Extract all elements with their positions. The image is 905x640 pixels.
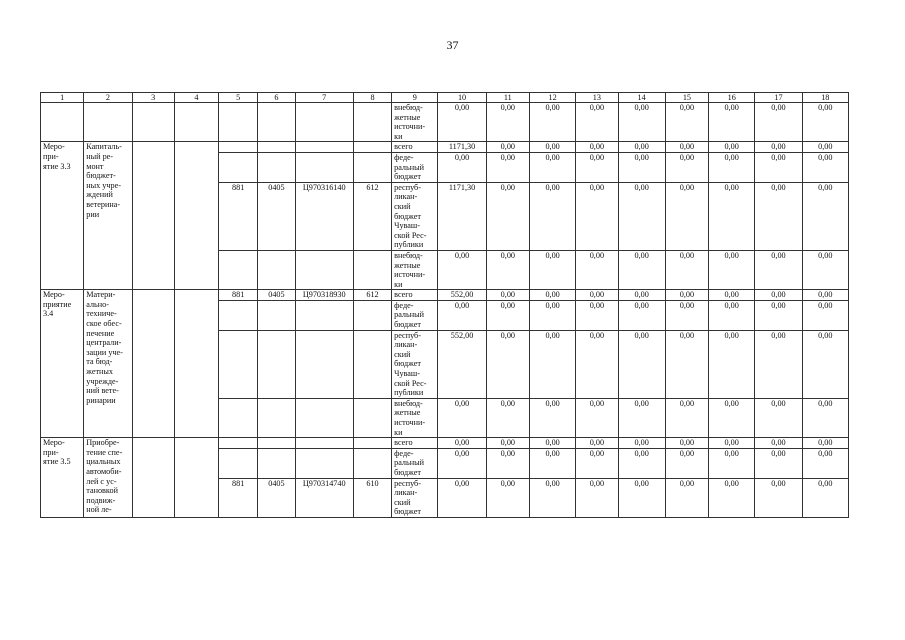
- page-number: 37: [446, 38, 459, 52]
- amount-cell: 0,00: [529, 290, 575, 301]
- expense-type-cell: [353, 448, 391, 478]
- amount-cell: 0,00: [755, 182, 802, 250]
- expense-type-cell: [353, 398, 391, 437]
- empty-cell: [132, 290, 174, 438]
- column-number: 3: [132, 93, 174, 103]
- target-article-cell: [295, 152, 353, 182]
- expense-type-cell: [353, 300, 391, 330]
- target-article-cell: [295, 448, 353, 478]
- amount-cell: 0,00: [438, 478, 486, 517]
- empty-cell: [84, 103, 132, 142]
- amount-cell: 0,00: [665, 103, 708, 142]
- empty-cell: [174, 142, 218, 290]
- amount-cell: 0,00: [802, 438, 848, 449]
- amount-cell: 0,00: [618, 182, 665, 250]
- funding-source-cell: феде- ральный бюджет: [392, 300, 438, 330]
- amount-cell: 0,00: [529, 300, 575, 330]
- amount-cell: 0,00: [576, 152, 618, 182]
- amount-cell: 0,00: [802, 103, 848, 142]
- funding-source-cell: феде- ральный бюджет: [392, 152, 438, 182]
- amount-cell: 0,00: [709, 142, 755, 153]
- column-number-row: [41, 93, 849, 103]
- section-code-cell: [258, 448, 295, 478]
- empty-cell: [132, 438, 174, 518]
- amount-cell: 0,00: [709, 448, 755, 478]
- column-number: 14: [618, 93, 665, 103]
- column-number: 5: [219, 93, 258, 103]
- measure-label-cell: Меро- при- ятие 3.5: [41, 438, 84, 518]
- amount-cell: 0,00: [665, 300, 708, 330]
- amount-cell: 0,00: [755, 142, 802, 153]
- amount-cell: 0,00: [802, 290, 848, 301]
- column-number: 12: [529, 93, 575, 103]
- section-code-cell: 0405: [258, 290, 295, 301]
- amount-cell: 0,00: [802, 448, 848, 478]
- admin-code-cell: [219, 438, 258, 449]
- amount-cell: 0,00: [665, 330, 708, 398]
- funding-source-cell: респуб- ликан- ский бюджет Чуваш- ской Рес- публики: [392, 182, 438, 250]
- measure-name-cell: Капиталь- ный ре- монт бюджет- ных учре- ждений ветерина- рии: [84, 142, 132, 290]
- amount-cell: 1171,30: [438, 182, 486, 250]
- amount-cell: 0,00: [665, 290, 708, 301]
- amount-cell: 0,00: [709, 103, 755, 142]
- section-code-cell: 0405: [258, 182, 295, 250]
- funding-source-cell: респуб- ликан- ский бюджет Чуваш- ской Рес- публики: [392, 330, 438, 398]
- amount-cell: 0,00: [486, 330, 529, 398]
- amount-cell: 0,00: [709, 250, 755, 289]
- target-article-cell: Ц970314740: [295, 478, 353, 517]
- amount-cell: 0,00: [576, 448, 618, 478]
- amount-cell: 0,00: [529, 330, 575, 398]
- table-row: [41, 142, 849, 153]
- amount-cell: 0,00: [755, 438, 802, 449]
- amount-cell: 0,00: [802, 300, 848, 330]
- funding-source-cell: всего: [392, 438, 438, 449]
- amount-cell: 0,00: [755, 478, 802, 517]
- empty-cell: [174, 103, 218, 142]
- amount-cell: 0,00: [802, 142, 848, 153]
- amount-cell: 0,00: [438, 250, 486, 289]
- amount-cell: 0,00: [618, 398, 665, 437]
- empty-cell: [174, 290, 218, 438]
- column-number: 2: [84, 93, 132, 103]
- amount-cell: 0,00: [618, 300, 665, 330]
- amount-cell: 0,00: [486, 478, 529, 517]
- target-article-cell: [295, 250, 353, 289]
- amount-cell: 0,00: [618, 438, 665, 449]
- amount-cell: 0,00: [576, 182, 618, 250]
- section-code-cell: [258, 250, 295, 289]
- amount-cell: 0,00: [576, 290, 618, 301]
- amount-cell: 0,00: [486, 250, 529, 289]
- amount-cell: 1171,30: [438, 142, 486, 153]
- amount-cell: 0,00: [709, 398, 755, 437]
- target-article-cell: [295, 142, 353, 153]
- column-number: 1: [41, 93, 84, 103]
- amount-cell: 0,00: [755, 103, 802, 142]
- amount-cell: 0,00: [486, 398, 529, 437]
- expense-type-cell: [353, 330, 391, 398]
- amount-cell: 0,00: [709, 182, 755, 250]
- funding-source-cell: внебюд- жетные источни- ки: [392, 103, 438, 142]
- amount-cell: 0,00: [576, 142, 618, 153]
- admin-code-cell: [219, 398, 258, 437]
- amount-cell: 0,00: [665, 182, 708, 250]
- expense-type-cell: [353, 250, 391, 289]
- amount-cell: 0,00: [802, 330, 848, 398]
- amount-cell: 0,00: [755, 290, 802, 301]
- amount-cell: 0,00: [529, 448, 575, 478]
- amount-cell: 0,00: [438, 300, 486, 330]
- column-number: 13: [576, 93, 618, 103]
- amount-cell: 0,00: [709, 300, 755, 330]
- empty-cell: [41, 103, 84, 142]
- funding-source-cell: внебюд- жетные источни- ки: [392, 398, 438, 437]
- measure-name-cell: Приобре- тение спе- циальных автомоби- лей с ус- тановкой подвиж- ной ле-: [84, 438, 132, 518]
- expense-type-cell: [353, 152, 391, 182]
- section-code-cell: [258, 152, 295, 182]
- funding-source-cell: внебюд- жетные источни- ки: [392, 250, 438, 289]
- funding-source-cell: всего: [392, 290, 438, 301]
- column-number: 10: [438, 93, 486, 103]
- amount-cell: 0,00: [618, 478, 665, 517]
- amount-cell: 0,00: [486, 103, 529, 142]
- amount-cell: 0,00: [576, 438, 618, 449]
- amount-cell: 0,00: [576, 103, 618, 142]
- column-number: 17: [755, 93, 802, 103]
- admin-code-cell: [219, 448, 258, 478]
- section-code-cell: [258, 398, 295, 437]
- section-code-cell: [258, 300, 295, 330]
- target-article-cell: [295, 438, 353, 449]
- amount-cell: 0,00: [665, 398, 708, 437]
- column-number: 7: [295, 93, 353, 103]
- amount-cell: 0,00: [802, 398, 848, 437]
- admin-code-cell: [219, 152, 258, 182]
- column-number: 16: [709, 93, 755, 103]
- amount-cell: 0,00: [709, 330, 755, 398]
- amount-cell: 0,00: [486, 182, 529, 250]
- amount-cell: 0,00: [529, 250, 575, 289]
- amount-cell: 0,00: [709, 478, 755, 517]
- target-article-cell: [295, 300, 353, 330]
- amount-cell: 0,00: [576, 300, 618, 330]
- column-number: 11: [486, 93, 529, 103]
- amount-cell: 0,00: [576, 250, 618, 289]
- target-article-cell: Ц970316140: [295, 182, 353, 250]
- amount-cell: 0,00: [665, 438, 708, 449]
- amount-cell: 0,00: [665, 142, 708, 153]
- amount-cell: 0,00: [755, 448, 802, 478]
- admin-code-cell: 881: [219, 182, 258, 250]
- admin-code-cell: 881: [219, 478, 258, 517]
- amount-cell: 0,00: [529, 438, 575, 449]
- amount-cell: 0,00: [709, 152, 755, 182]
- amount-cell: 0,00: [802, 182, 848, 250]
- funding-source-cell: респуб- ликан- ский бюджет: [392, 478, 438, 517]
- measure-name-cell: Матери- ально- техниче- ское обес- печение централи- зации уче- та бюд- жетных учрежде- ний вете- ринарии: [84, 290, 132, 438]
- column-number: 8: [353, 93, 391, 103]
- section-code-cell: [258, 142, 295, 153]
- amount-cell: 0,00: [618, 290, 665, 301]
- measure-label-cell: Меро- приятие 3.4: [41, 290, 84, 438]
- section-code-cell: [258, 330, 295, 398]
- funding-source-cell: феде- ральный бюджет: [392, 448, 438, 478]
- amount-cell: 0,00: [486, 142, 529, 153]
- expense-type-cell: [353, 438, 391, 449]
- target-article-cell: [295, 330, 353, 398]
- section-code-cell: [258, 438, 295, 449]
- amount-cell: 0,00: [755, 300, 802, 330]
- amount-cell: 0,00: [709, 438, 755, 449]
- amount-cell: 0,00: [529, 103, 575, 142]
- amount-cell: 0,00: [438, 448, 486, 478]
- amount-cell: 0,00: [486, 438, 529, 449]
- admin-code-cell: [219, 330, 258, 398]
- amount-cell: 0,00: [529, 142, 575, 153]
- target-article-cell: [295, 398, 353, 437]
- amount-cell: 0,00: [438, 103, 486, 142]
- amount-cell: 0,00: [576, 478, 618, 517]
- amount-cell: 0,00: [529, 152, 575, 182]
- amount-cell: 0,00: [802, 478, 848, 517]
- amount-cell: 0,00: [438, 152, 486, 182]
- amount-cell: 0,00: [665, 250, 708, 289]
- column-number: 4: [174, 93, 218, 103]
- amount-cell: 552,00: [438, 290, 486, 301]
- empty-cell: [174, 438, 218, 518]
- amount-cell: 0,00: [438, 398, 486, 437]
- amount-cell: 0,00: [665, 478, 708, 517]
- empty-cell: [132, 103, 174, 142]
- amount-cell: 0,00: [486, 290, 529, 301]
- empty-cell: [132, 142, 174, 290]
- admin-code-cell: [219, 300, 258, 330]
- admin-code-cell: [219, 142, 258, 153]
- empty-cell: [258, 103, 295, 142]
- amount-cell: 0,00: [486, 448, 529, 478]
- funding-source-cell: всего: [392, 142, 438, 153]
- amount-cell: 0,00: [486, 300, 529, 330]
- amount-cell: 0,00: [755, 250, 802, 289]
- amount-cell: 0,00: [618, 330, 665, 398]
- amount-cell: 0,00: [618, 250, 665, 289]
- measure-label-cell: Меро- при- ятие 3.3: [41, 142, 84, 290]
- amount-cell: 0,00: [709, 290, 755, 301]
- expense-type-cell: 612: [353, 182, 391, 250]
- column-number: 6: [258, 93, 295, 103]
- amount-cell: 0,00: [802, 152, 848, 182]
- amount-cell: 0,00: [529, 398, 575, 437]
- amount-cell: 0,00: [755, 330, 802, 398]
- expense-type-cell: [353, 142, 391, 153]
- section-code-cell: 0405: [258, 478, 295, 517]
- amount-cell: 0,00: [755, 398, 802, 437]
- amount-cell: 0,00: [438, 438, 486, 449]
- amount-cell: 0,00: [618, 142, 665, 153]
- budget-table: [40, 92, 849, 518]
- amount-cell: 0,00: [576, 330, 618, 398]
- amount-cell: 0,00: [529, 478, 575, 517]
- amount-cell: 0,00: [618, 152, 665, 182]
- amount-cell: 0,00: [486, 152, 529, 182]
- amount-cell: 0,00: [576, 398, 618, 437]
- amount-cell: 0,00: [618, 103, 665, 142]
- amount-cell: 0,00: [802, 250, 848, 289]
- column-number: 18: [802, 93, 848, 103]
- target-article-cell: Ц970318930: [295, 290, 353, 301]
- amount-cell: 552,00: [438, 330, 486, 398]
- amount-cell: 0,00: [665, 448, 708, 478]
- table-row: [41, 103, 849, 142]
- table-row: [41, 438, 849, 449]
- amount-cell: 0,00: [618, 448, 665, 478]
- table-row: [41, 290, 849, 301]
- amount-cell: 0,00: [529, 182, 575, 250]
- admin-code-cell: [219, 250, 258, 289]
- amount-cell: 0,00: [665, 152, 708, 182]
- empty-cell: [353, 103, 391, 142]
- expense-type-cell: 612: [353, 290, 391, 301]
- expense-type-cell: 610: [353, 478, 391, 517]
- empty-cell: [295, 103, 353, 142]
- empty-cell: [219, 103, 258, 142]
- amount-cell: 0,00: [755, 152, 802, 182]
- admin-code-cell: 881: [219, 290, 258, 301]
- column-number: 9: [392, 93, 438, 103]
- column-number: 15: [665, 93, 708, 103]
